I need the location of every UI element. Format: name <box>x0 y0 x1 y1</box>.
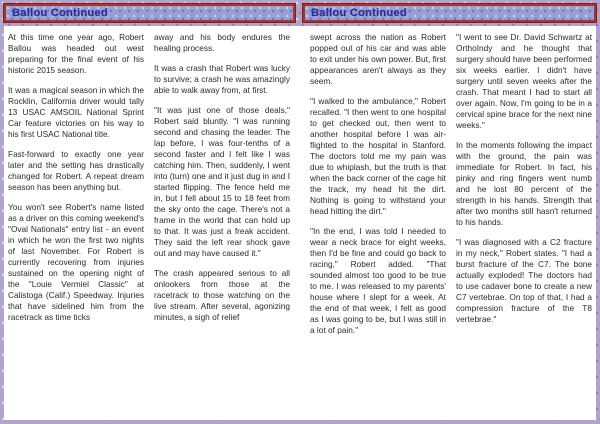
column-gutter <box>446 32 456 416</box>
section-title-left: Ballou Continued <box>12 7 108 19</box>
page-gutter <box>290 32 310 416</box>
text-column-3 <box>310 32 446 416</box>
paragraph: In the moments following the impact with the ground, the pain was immediate for Robert. In fact, his pinky and ring fingers went numb and he lost 80 percent of the strength in his hands. Strength that after two months still hasn't returned to his hands. <box>456 140 592 227</box>
section-title-right: Ballou Continued <box>311 7 407 19</box>
text-column-4 <box>456 32 592 416</box>
paragraph: It was a magical season in which the Rocklin, California driver would tally 13 USAC AMSOIL National Sprint Car feature victories on his way to his first USAC National title. <box>8 85 144 139</box>
paragraph: At this time one year ago, Robert Ballou was headed out west preparing for the final event of his historic 2015 season. <box>8 32 144 75</box>
paragraph: It was a crash that Robert was lucky to survive; a crash he was amazingly able to walk away from, at first. <box>154 63 290 95</box>
paragraph: You won't see Robert's name listed as a driver on this coming weekend's "Oval Nationals" entry list - an event in which he won the first two nights of last November. For Robert is currently recovering from injuries sustained on the opening night of the "Louie Vermiel Classic" at Calistoga (Calif.) Speedway. Injuries that have sidelined him from the racetrack as time ticks <box>8 202 144 322</box>
text-column-2 <box>154 32 290 416</box>
paragraph: away and his body endures the healing process. <box>154 32 290 53</box>
header-bar-right <box>303 4 596 22</box>
paragraph: "I went to see Dr. David Schwartz at OrthoIndy and he thought that surgery should have been performed six weeks earlier. I didn't have surgery until seven weeks after the crash. That meant I had to start all over again. Now, I'm going to be in a cervical spine brace for the next nine weeks." <box>456 32 592 130</box>
content-area <box>4 26 596 420</box>
paragraph: swept across the nation as Robert popped out of his car and was able to exit under his own power. But, first appearances aren't always as they seem. <box>310 32 446 86</box>
paragraph: The crash appeared serious to all onlookers from those at the racetrack to those watching on the live stream. After several, agonizing minutes, a sigh of relief <box>154 268 290 322</box>
paragraph: "In the end, I was told I needed to wear a neck brace for eight weeks, then I'd be fine and could go back to racing," Robert added. "That sounded almost too good to be true to me. I was released to my parents' house where I slept for a week. At the end of that week, I felt as good as I was going to be, but I was still in a lot of pain." <box>310 226 446 335</box>
column-gutter <box>144 32 154 416</box>
header-bar-left <box>4 4 295 22</box>
paragraph: "I was diagnosed with a C2 fracture in my neck," Robert states. "I had a burst fracture of the C7. The bone actually exploded! The doctors had to use cadaver bone to create a new C7 vertebrae. On top of that, I had a compression fracture of the T8 vertebrae." <box>456 237 592 324</box>
paragraph: "I walked to the ambulance," Robert recalled. "I then went to one hospital to get checked out, then went to another hospital before I was air-flighted to the hospital in Stanford. The doctors told me my pain was due to whiplash, but the truth is that when the back corner of the cage hit the track, my head hit the dirt. Nothing is going to withstand your head hitting the dirt." <box>310 96 446 216</box>
text-column-1 <box>8 32 144 416</box>
paragraph: "It was just one of those deals," Robert said bluntly. "I was running second and chasing the leader. The lap before, I was four-tenths of a second faster and I felt like I was catching him. Then, suddenly, I went into (turn) one and it just dug in and I started flipping. The fence held me in, but I fell about 15 to 18 feet from the sky onto the cage. There's not a frame in the world that can hold up to that. It was just a freak accident. They said the left rear shock gave out and may have caused it." <box>154 105 290 258</box>
paragraph: Fast-forward to exactly one year later and the setting has drastically changed for Robert. A repeat dream season has been anything but. <box>8 149 144 192</box>
